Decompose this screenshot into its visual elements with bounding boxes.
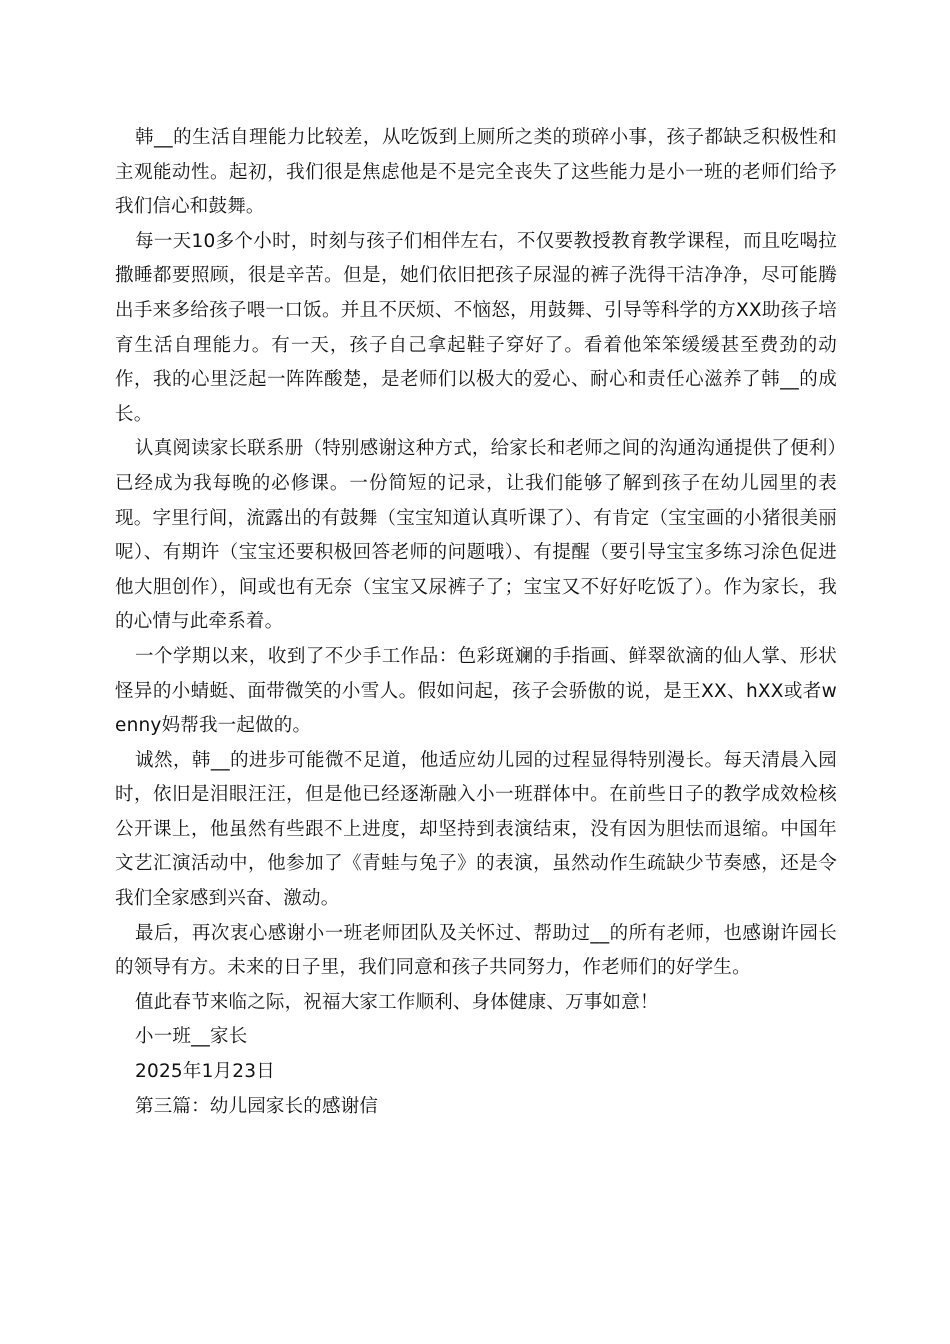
date-line: 2025年1月23日 (135, 1061, 275, 1083)
paragraph-teachers-care: 每一天10多个小时，时刻与孩子们相伴左右，不仅要教授教育教学课程，而且吃喝拉撒睡都要照顾，很是辛苦。但是，她们依旧把孩子尿湿的裤子洗得干洁净净，尽可能腾出手来多给孩子喂一口饭。并且不厌烦、不恼怒，用鼓舞、引导等科学的方XX助孩子培育生活自理能力。有一天，孩子自己拿起鞋子穿好了。看着他笨笨缓缓甚至费劲的动作，我的心里泛起一阵阵酸楚，是老师们以极大的爱心、耐心和责任心滋养了韩__的成长。 (115, 230, 837, 425)
paragraph-handcrafts: 一个学期以来，收到了不少手工作品：色彩斑斓的手指画、鲜翠欲滴的仙人掌、形状怪异的小蜻蜓、面带微笑的小雪人。假如问起，孩子会骄傲的说，是王XX、hXX或者wenny妈帮我一起做的。 (115, 645, 837, 737)
paragraph-new-year-wishes: 值此春节来临之际，祝福大家工作顺利、身体健康、万事如意！ (135, 991, 659, 1013)
paragraph-progress: 诚然，韩__的进步可能微不足道，他适应幼儿园的过程显得特别漫长。每天清晨入园时，依旧是泪眼汪汪，但是他已经逐渐融入小一班群体中。在前些日子的教学成效检核公开课上，他虽然有些跟不上进度，却坚持到表演结束，没有因为胆怯而退缩。中国年文艺汇演活动中，他参加了《青蛙与兔子》的表演，虽然动作生疏缺少节奏感，还是令我们全家感到兴奋、激动。 (115, 749, 837, 910)
document-body (115, 121, 837, 1124)
section-heading: 第三篇：幼儿园家长的感谢信 (135, 1095, 379, 1117)
paragraph-thanks: 最后，再次衷心感谢小一班老师团队及关怀过、帮助过__的所有老师，也感谢许园长的领导有方。未来的日子里，我们同意和孩子共同努力，作老师们的好学生。 (115, 922, 837, 979)
paragraph-toilet-self-care: 韩__的生活自理能力比较差，从吃饭到上厕所之类的琐碎小事，孩子都缺乏积极性和主观能动性。起初，我们很是焦虑他是不是完全丧失了这些能力是小一班的老师们给予我们信心和鼓舞。 (115, 127, 837, 218)
paragraph-contact-book: 认真阅读家长联系册（特别感谢这种方式，给家长和老师之间的沟通沟通提供了便利）已经成为我每晚的必修课。一份简短的记录，让我们能够了解到孩子在幼儿园里的表现。字里行间，流露出的有鼓舞（宝宝知道认真听课了）、有肯定（宝宝画的小猪很美丽呢）、有期许（宝宝还要积极回答老师的问题哦）、有提醒（要引导宝宝多练习涂色促进他大胆创作），间或也有无奈（宝宝又尿裤子了；宝宝又不好好吃饭了）。作为家长，我的心情与此牵系着。 (115, 438, 837, 633)
signature-line: 小一班__家长 (135, 1026, 248, 1048)
